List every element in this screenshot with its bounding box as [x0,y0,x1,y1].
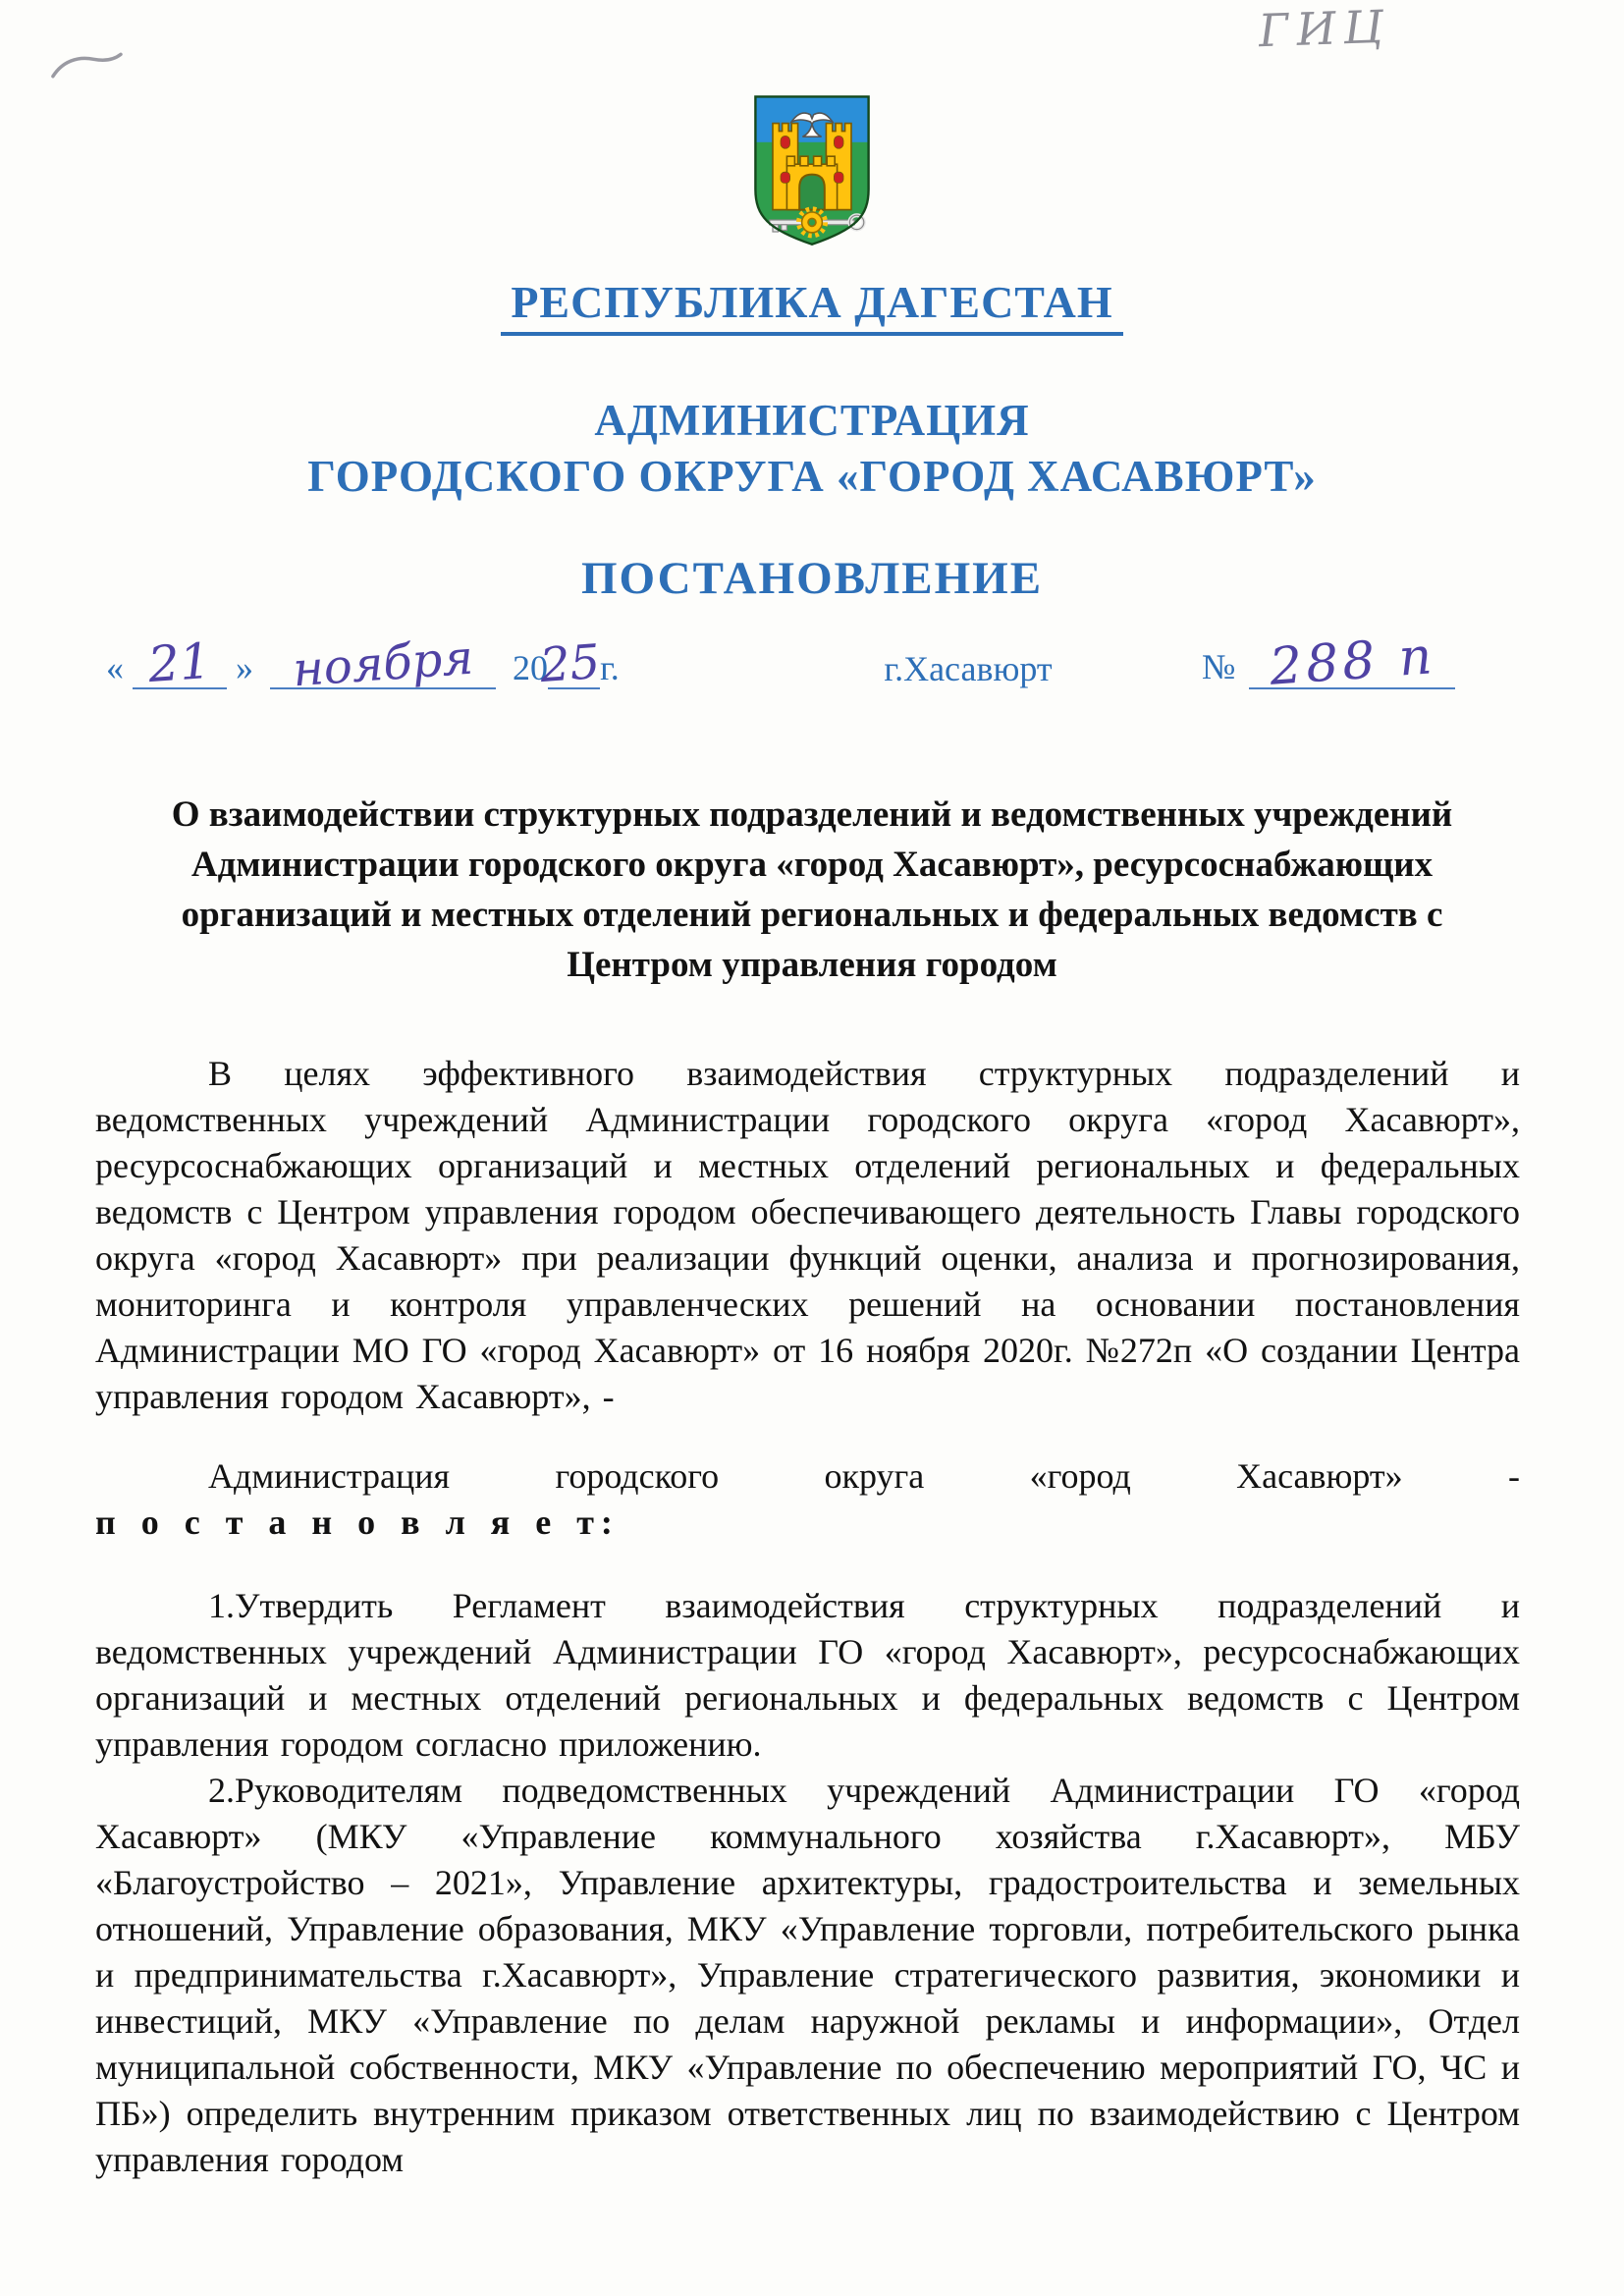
year-prefix: 20 [513,648,548,687]
decree-title: О взаимодействии структурных подразделений и ведомственных учреждений Администрации городского округа «город Хасавюрт», ресурсоснабжающих организаций и местных отделений региональных и федеральных ведомств с Центром управления городом [171,794,1453,985]
item-2-paragraph: 2.Руководителям подведомственных учреждений Администрации ГО «город Хасавюрт» (МКУ «Управление коммунального хозяйства г.Хасавюрт», МБУ «Благоустройство – 2021», Управление архитектуры, градостроительства и земельных отношений, Управление образования, МКУ «Управление торговли, потребительского рынка и предпринимательства г.Хасавюрт», Управление стратегического развития, экономики и инвестиций, МКУ «Управление по делам наружной рекламы и информации», Отдел муниципальной собственности, МКУ «Управление по обеспечению мероприятий ГО, ЧС и ПБ») определить внутренним приказом ответственных лиц по взаимодействию с Центром управления городом [95,1771,1520,2179]
handwritten-day: 21 [146,631,213,694]
open-quote: « [106,648,124,687]
date-field [106,629,734,698]
month-slot [270,629,496,698]
item-1-paragraph: 1.Утвердить Регламент взаимодействия структурных подразделений и ведомственных учреждений Администрации ГО «город Хасавюрт», ресурсоснабжающих организаций и местных отделений региональных и федеральных ведомств с Центром управления городом согласно приложению. [95,1586,1520,1764]
organization-heading [0,393,1624,505]
republic-heading-text: РЕСПУБЛИКА ДАГЕСТАН [501,276,1122,336]
organization-line2: ГОРОДСКОГО ОКРУГА «ГОРОД ХАСАВЮРТ» [307,452,1317,501]
organization-line1: АДМИНИСТРАЦИЯ [594,396,1030,445]
close-quote: » [236,648,253,687]
handwritten-number: 288 п [1267,627,1437,697]
dateline [106,627,1526,698]
decree-body [95,1051,1520,2183]
preamble-paragraph: В целях эффективного взаимодействия структурных подразделений и ведомственных учреждений Администрации городского округа «город Хасавюрт», ресурсоснабжающих организаций и местных отделений региональных и федеральных ведомств с Центром управления городом обеспечивающего деятельность Главы городского округа «город Хасавюрт» при реализации функций оценки, анализа и прогнозирования, мониторинга и контроля управленческих решений на основании постановления Администрации МО ГО «город Хасавюрт» от 16 ноября 2020г. №272п «О создании Центра управления городом Хасавюрт», - [95,1054,1520,1416]
place-field: г.Хасавюрт [884,649,1053,688]
resolve-word: п о с т а н о в л я е т: [95,1503,620,1542]
number-sign: № [1202,647,1236,686]
day-slot [133,631,227,694]
khasavyurt-coat-of-arms-icon [749,91,875,246]
handwritten-year: 25 [538,633,602,694]
pencil-note: ГИЦ [1254,0,1395,58]
number-slot [1249,627,1455,697]
year-slot [538,633,602,694]
resolve-prefix: Администрация городского округа «город Хасавюрт» - [208,1456,1520,1496]
resolve-paragraph [95,1453,1520,1546]
document-type-heading: ПОСТАНОВЛЕНИЕ [580,553,1044,604]
republic-heading [0,276,1624,336]
handwritten-month: ноября [291,629,475,698]
year-suffix: г. [600,648,620,687]
number-field [1202,627,1526,697]
